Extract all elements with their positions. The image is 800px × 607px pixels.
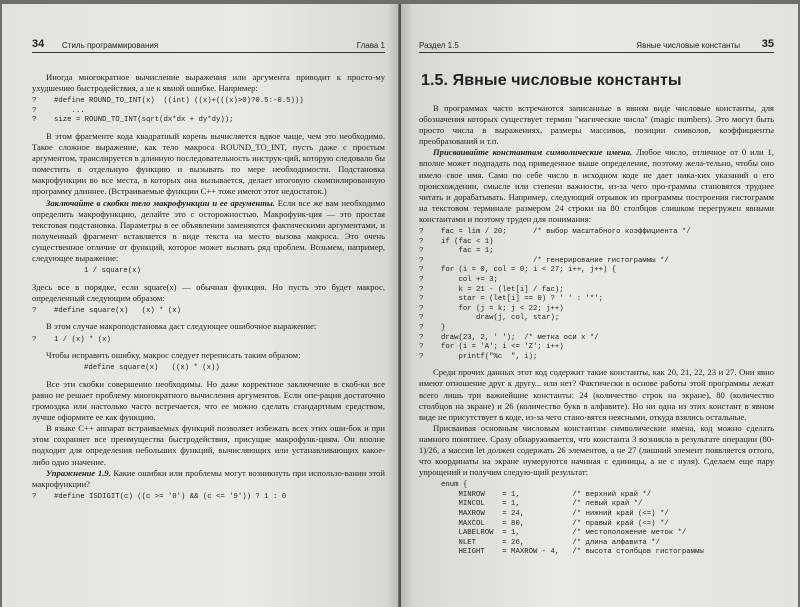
code-line xyxy=(419,276,774,286)
bad-code-marker xyxy=(419,539,441,549)
code-line xyxy=(32,493,385,503)
code-line xyxy=(419,266,774,276)
code-text: draw(j, col, star); xyxy=(441,314,560,323)
code-text: draw(23, 2, ' '); /* метка оси x */ xyxy=(441,333,599,342)
paragraph xyxy=(32,72,385,94)
code-line xyxy=(419,324,774,334)
code-text: 1 / (x) * (x) xyxy=(54,335,111,344)
bad-code-marker: ? xyxy=(419,228,424,237)
right-page xyxy=(401,4,798,607)
code-text: 1 / square(x) xyxy=(84,267,141,276)
code-text: MINCOL = 1, /* левый край */ xyxy=(441,500,643,509)
paragraph xyxy=(419,367,774,422)
code-line xyxy=(419,481,774,491)
paragraph-lead: Присваивайте константам символические имена. xyxy=(433,147,633,158)
code-text: HEIGHT = MAXROW - 4, /* высота столбцов гистограммы xyxy=(441,548,704,557)
code-text: NLET = 26, /* длина алфавита */ xyxy=(441,538,660,547)
page-number: 34 xyxy=(32,38,45,50)
paragraph-text: Иногда многократное вычисление выражения или аргумента приводит к просто-му ухудшению быстродействия, а не к явной ошибке. Например: xyxy=(32,72,385,94)
code-line xyxy=(419,548,774,558)
left-page xyxy=(2,4,399,607)
code-text: if (fac < 1) xyxy=(441,237,494,246)
paragraph xyxy=(32,198,385,265)
paragraph-text: Любое число, отличное от 0 или 1, вполне может подпадать под приведенное выше определение, поэтому жела-тельно, чтобы оно имело свое имя. Само по себе число в исходном коде не дает ника-ких указаний о его происхождении, смысле или степени важности, из-за чего про-граммы становятся труднее читать и дорабатывать. Например, следующий отрывок из программы построения гистограмм на текстовом терминале размером 24 строки на 80 столбцов слишком перегружен явными константами и поэтому труден для понимания: xyxy=(419,147,774,224)
section-label: Раздел 1.5 xyxy=(419,41,459,50)
bad-code-marker: ? xyxy=(419,247,424,256)
paragraph-text: В этом фрагменте кода квадратный корень вычисляется вдвое чаще, чем это необходимо. Такое сложное выражение, как тело макроса ROUND_TO_INT, пусть даже с простым аргументом, транслируется в длинную последовательность инструк-ций, которую следовало бы поместить в отдельную функцию и вызывать по мере необходимости. Подстановка макрофункции во все места, в которых она вызывается, делает итоговую скомпилированную программу длиннее. (Встраиваемые функции C++ тоже имеют этот недостаток.) xyxy=(32,130,385,197)
code-text: for (i = 0, col = 0; i < 27; i++, j++) { xyxy=(441,266,617,275)
code-line xyxy=(32,116,385,126)
bad-code-marker: ? xyxy=(419,256,424,265)
code-listing xyxy=(32,336,385,346)
code-line xyxy=(32,336,385,346)
code-text: col += 3; xyxy=(441,276,498,284)
paragraph xyxy=(419,147,774,225)
code-line xyxy=(419,520,774,530)
code-listing xyxy=(419,228,774,362)
code-line xyxy=(62,364,385,374)
bad-code-marker: ? xyxy=(419,352,424,361)
left-page-header xyxy=(32,38,385,53)
code-line xyxy=(419,286,774,296)
code-text: size = ROUND_TO_INT(sqrt(dx*dx + dy*dy)); xyxy=(54,116,234,125)
paragraph xyxy=(32,468,385,490)
code-listing xyxy=(32,364,385,374)
code-line xyxy=(419,539,774,549)
code-line xyxy=(32,107,385,117)
paragraph-text: Все эти скобки совершенно необходимы. Но даже корректное заключение в скоб-ки все равно не решает проблему многократного вычисления аргументов. Если опе-рация достаточно громоздка или настолько часто встречается, что ее можно сделать стандартным средством, лучше оформите ее как функцию. xyxy=(32,378,385,423)
code-line xyxy=(419,247,774,257)
bad-code-marker: ? xyxy=(32,106,37,115)
code-line xyxy=(419,295,774,305)
paragraph xyxy=(419,423,774,478)
paragraph xyxy=(32,131,385,198)
paragraph xyxy=(32,379,385,423)
paragraph xyxy=(32,350,385,361)
code-line xyxy=(419,228,774,238)
bad-code-marker: ? xyxy=(419,333,424,342)
chapter-label: Глава 1 xyxy=(356,41,385,50)
code-text: /* генерирование гистограммы */ xyxy=(441,256,669,265)
running-title: Стиль программирования xyxy=(62,41,159,50)
paragraph-lead: Заключайте в скобки тело макрофункции и ее аргументы. xyxy=(46,197,275,208)
code-text: MAXCOL = 80, /* правый край (<=) */ xyxy=(441,519,669,528)
paragraph-text: В языке C++ аппарат встраиваемых функций позволяет избежать всех этих оши-бок и при этом сохраняет все преимущества быстродействия, присущие макрофунк-циям. Он вполне подходит для определения небольших функций, вычисляющих или устанавливающих какое-либо одно значение. xyxy=(32,423,385,467)
paragraph-lead: Упражнение 1.9. xyxy=(46,467,111,478)
code-text: k = 21 - (let[i] / fac); xyxy=(441,285,564,294)
bad-code-marker: ? xyxy=(419,266,424,275)
bad-code-marker: ? xyxy=(419,323,424,332)
code-listing xyxy=(32,97,385,126)
bad-code-marker: ? xyxy=(32,492,37,501)
code-line xyxy=(419,257,774,267)
code-text: #define square(x) (x) * (x) xyxy=(54,306,181,315)
bad-code-marker: ? xyxy=(32,306,37,315)
paragraph-text: Присваивая основным числовым константам символические имена, код можно сделать намного понятнее. Сразу обнаруживается, что константа 3 возникла в результате операции (80-1)/26, а массив let должен содержать 26 элементов, а не 27 (лишний элемент появляется оттого, что координаты на экране нумеруются начиная с единицы, а не с нуля). Сделаем еще пару упрощений и получим следую-щий результат: xyxy=(419,422,774,478)
code-text: #define ROUND_TO_INT(x) ((int) ((x)+(((x)>0)?0.5:-0.5))) xyxy=(54,97,304,106)
bad-code-marker xyxy=(419,500,441,510)
code-text: LABELROW = 1, /* местоположение меток */ xyxy=(441,529,687,538)
paragraph xyxy=(32,282,385,304)
paragraph-text: Среди прочих данных этот код содержит такие константы, как 20, 21, 22, 23 и 27. Они явно имеют отношение друг к другу... или нет? Фактически в основе работы этой программы лежат всего лишь три важнейшие константы: 24 (количество строк на экране), 80 (количество столбцов на экране) и 26 (количество букв в алфавите). Но ни одна из этих констант в явном виде не присутствует в коде, из-за чего стано-вятся неясными, откуда взялись остальные. xyxy=(419,367,774,422)
paragraph xyxy=(32,321,385,332)
paragraph-text: Какие ошибки или проблемы могут возникнуть при использо-вании этой макрофункции? xyxy=(32,467,385,489)
section-heading: 1.5. Явные числовые константы xyxy=(421,72,682,89)
bad-code-marker xyxy=(419,491,441,501)
bad-code-marker: ? xyxy=(32,116,37,125)
bad-code-marker: ? xyxy=(419,295,424,304)
code-listing xyxy=(32,307,385,317)
bad-code-marker: ? xyxy=(32,335,37,344)
code-text: star = (let[i] == 0) ? ' ' : '*'; xyxy=(441,295,604,304)
code-text: enum { xyxy=(441,481,468,490)
bad-code-marker: ? xyxy=(419,314,424,323)
code-listing xyxy=(32,267,385,277)
paragraph-text: Здесь все в порядке, если square(x) — обычная функция. Но пусть это будет макрос, определенный следующим образом: xyxy=(32,281,385,303)
code-text: printf("%c ", i); xyxy=(441,352,538,361)
right-page-header xyxy=(419,38,774,53)
bad-code-marker: ? xyxy=(419,237,424,246)
paragraph xyxy=(419,103,774,147)
code-line xyxy=(419,353,774,363)
page-number: 35 xyxy=(761,38,774,50)
bad-code-marker xyxy=(419,520,441,530)
right-page-body xyxy=(419,103,774,558)
bad-code-marker: ? xyxy=(32,97,37,106)
code-line xyxy=(419,334,774,344)
bad-code-marker: ? xyxy=(419,276,424,284)
bad-code-marker xyxy=(62,364,84,374)
paragraph-text: В программах часто встречаются записанные в явном виде числовые константы, для обозначения которых существует термин "магические числа" (magic numbers). Это могут быть просто числа в выражениях, размеры массивов, позиции символов, коэффициенты преобразований и т.п. xyxy=(419,103,774,147)
paragraph-text: Чтобы исправить ошибку, макрос следует переписать таким образом: xyxy=(46,350,301,361)
code-text: MINROW = 1, /* верхний край */ xyxy=(441,490,652,499)
code-line xyxy=(419,500,774,510)
code-line xyxy=(32,97,385,107)
code-text: fac = 1; xyxy=(441,247,494,256)
code-line xyxy=(62,267,385,277)
code-line xyxy=(419,343,774,353)
bad-code-marker xyxy=(419,510,441,520)
code-listing xyxy=(32,493,385,503)
code-text: for (i = 'A'; i <= 'Z'; i++) xyxy=(441,343,564,352)
paragraph xyxy=(32,423,385,467)
bad-code-marker xyxy=(419,529,441,539)
code-line xyxy=(32,307,385,317)
bad-code-marker: ? xyxy=(419,304,424,313)
bad-code-marker xyxy=(419,481,441,491)
bad-code-marker xyxy=(62,267,84,277)
running-title: Явные числовые константы xyxy=(636,41,740,50)
paragraph-text: Если все же вам необходимо определить макрофункцию, делайте это с осторожностью. Макрофунк-ция — это простая текстовая подстановка. Параметры в ее объявлении заменяются фактическими аргументами, и полученный фрагмент вставляется в виде текста на место вызова макроса. Это очень существенное отличие от функций, которое может вызвать ряд проблем. Возьмем, например, следующее выражение: xyxy=(32,197,385,263)
code-line xyxy=(419,529,774,539)
code-text: fac = lim / 20; /* выбор масштабного коэффициента */ xyxy=(441,228,691,237)
code-text: #define ISDIGIT(c) ((c >= '0') && (c <= '9')) ? 1 : 0 xyxy=(54,492,287,501)
paragraph-text: В этом случае макроподстановка даст следующее ошибочное выражение: xyxy=(46,321,317,332)
bad-code-marker: ? xyxy=(419,285,424,294)
code-line xyxy=(419,510,774,520)
code-text: #define square(x) ((x) * (x)) xyxy=(84,364,220,373)
code-line xyxy=(419,305,774,315)
code-line xyxy=(419,238,774,248)
code-text: MAXROW = 24, /* нижний край (<=) */ xyxy=(441,510,669,519)
code-listing xyxy=(419,481,774,558)
code-line xyxy=(419,314,774,324)
code-text: } xyxy=(441,323,446,332)
left-page-body xyxy=(32,72,385,502)
code-text: for (j = k; j < 22; j++) xyxy=(441,304,564,313)
bad-code-marker xyxy=(419,548,441,558)
bad-code-marker: ? xyxy=(419,343,424,352)
code-text: ... xyxy=(54,106,85,115)
